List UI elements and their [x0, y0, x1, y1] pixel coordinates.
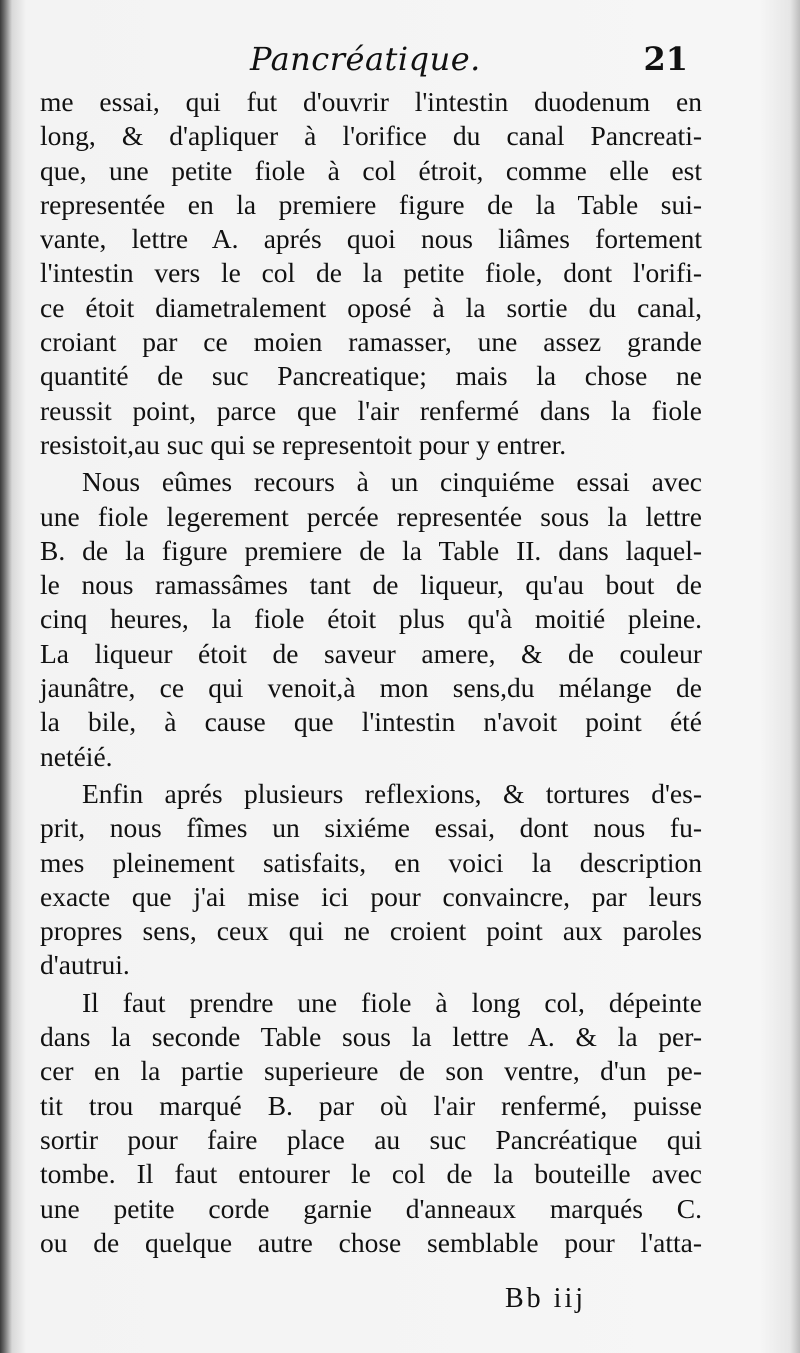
- text-line: exacte que j'ai mise ici pour convaincre, par leurs: [40, 880, 702, 912]
- text-line: long, & d'apliquer à l'orifice du canal Pancreati-: [40, 120, 702, 152]
- body-text: [40, 85, 702, 1260]
- text-line: cinq heures, la fiole étoit plus qu'à moitié pleine.: [40, 603, 702, 635]
- page-number: 21: [643, 40, 688, 78]
- text-line: cer en la partie superieure de son ventre, d'un pe-: [40, 1055, 702, 1087]
- text-line: le nous ramassâmes tant de liqueur, qu'au bout de: [40, 569, 702, 601]
- text-line: netéié.: [40, 740, 113, 772]
- paragraph: [40, 85, 702, 462]
- text-line: vante, lettre A. aprés quoi nous liâmes fortement: [40, 223, 702, 255]
- text-line: quantité de suc Pancreatique; mais la chose ne: [40, 360, 702, 392]
- paragraph: [40, 777, 702, 983]
- running-head: [0, 38, 800, 82]
- text-line: croiant par ce moien ramasser, une assez grande: [40, 326, 702, 358]
- signature-mark: Bb iij: [505, 1283, 587, 1314]
- text-line: une fiole legerement percée representée sous la lettre: [40, 500, 702, 532]
- text-line: representée en la premiere figure de la Table sui-: [40, 188, 702, 220]
- text-line: La liqueur étoit de saveur amere, & de couleur: [40, 637, 702, 669]
- text-line: ou de quelque autre chose semblable pour l'atta-: [40, 1226, 702, 1258]
- text-line: sortir pour faire place au suc Pancréatique qui: [40, 1123, 702, 1155]
- running-head-title: Pancréatique.: [250, 40, 481, 78]
- text-line: reussit point, parce que l'air renfermé dans la fiole: [40, 394, 702, 426]
- text-line: Il faut prendre une fiole à long col, dépeinte: [82, 986, 702, 1018]
- text-line: une petite corde garnie d'anneaux marqués C.: [40, 1192, 702, 1224]
- text-line: prit, nous fîmes un sixiéme essai, dont nous fu-: [40, 812, 702, 844]
- text-line: resistoit,au suc qui se representoit pour y entrer.: [40, 428, 567, 460]
- text-line: propres sens, ceux qui ne croient point aux paroles: [40, 915, 702, 947]
- text-line: Nous eûmes recours à un cinquiéme essai avec: [82, 466, 702, 498]
- text-line: tit trou marqué B. par où l'air renfermé, puisse: [40, 1089, 702, 1121]
- text-line: l'intestin vers le col de la petite fiole, dont l'orifi-: [40, 257, 702, 289]
- text-line: B. de la figure premiere de la Table II. dans laquel-: [40, 534, 702, 566]
- text-line: dans la seconde Table sous la lettre A. & la per-: [40, 1021, 702, 1053]
- text-line: me essai, qui fut d'ouvrir l'intestin duodenum en: [40, 86, 702, 117]
- paragraph: [40, 986, 702, 1260]
- paragraph: [40, 465, 702, 774]
- text-line: la bile, à cause que l'intestin n'avoit point été: [40, 706, 702, 738]
- text-line: d'autrui.: [40, 949, 130, 981]
- text-line: jaunâtre, ce qui venoit,à mon sens,du mélange de: [40, 672, 702, 704]
- text-line: ce étoit diametralement oposé à la sortie du canal,: [40, 291, 702, 323]
- text-line: Enfin aprés plusieurs reflexions, & tortures d'es-: [82, 777, 702, 809]
- text-line: tombe. Il faut entourer le col de la bouteille avec: [40, 1158, 702, 1190]
- text-line: mes pleinement satisfaits, en voici la description: [40, 846, 702, 878]
- text-line: que, une petite fiole à col étroit, comme elle est: [40, 154, 702, 186]
